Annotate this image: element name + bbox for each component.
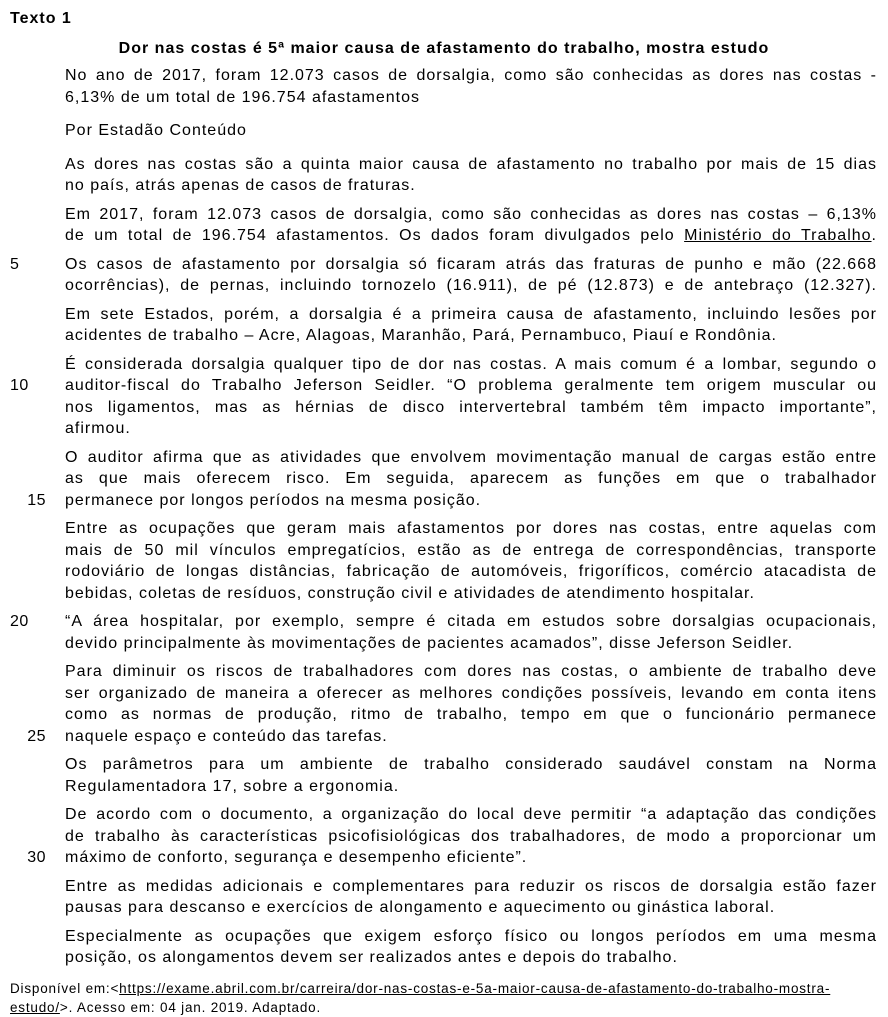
text-segment: ser organizado de maneira a oferecer as melhores condições possíveis, levando em conta itens — [65, 684, 877, 702]
document-label: Texto 1 — [10, 10, 72, 27]
text-segment: como as normas de produção, ritmo de trabalho, tempo em que o funcionário permanece — [65, 706, 877, 723]
text-segment: De acordo com o documento, a organização do local deve permitir “a adaptação das condições — [65, 806, 877, 823]
text-line — [10, 611, 877, 633]
text-line — [65, 826, 877, 848]
byline: Por Estadão Conteúdo — [65, 122, 247, 139]
text-segment: Especialmente as ocupações que exigem esforço físico ou longos períodos em uma mesma — [65, 927, 877, 945]
document-title: Dor nas costas é 5ª maior causa de afastamento do trabalho, mostra estudo — [118, 40, 770, 57]
text-segment: Entre as medidas adicionais e complementares para reduzir os riscos de dorsalgia estão fazer — [65, 877, 877, 895]
text-line — [65, 518, 877, 540]
lead-paragraph — [65, 65, 877, 108]
text-segment: máximo de conforto, segurança e desempenho eficiente”. — [65, 849, 528, 866]
line-number: 20 — [10, 613, 29, 630]
text-line — [65, 661, 877, 683]
text-segment: no país, atrás apenas de casos de fraturas. — [65, 177, 416, 194]
text-line — [65, 304, 877, 326]
text-line — [65, 897, 877, 919]
text-segment: O auditor afirma que as atividades que envolvem movimentação manual de cargas estão entre — [65, 448, 877, 466]
line-number: 10 — [10, 377, 29, 394]
text-segment: pausas para descanso e exercícios de alongamento e aquecimento ou ginástica laboral. — [65, 899, 776, 916]
text-segment: No ano de 2017, foram 12.073 casos de dorsalgia, como são conhecidas as dores nas costas - — [65, 67, 877, 84]
text-segment: nos ligamentos, mas as hérnias de disco intervertebral também têm impacto importante”, — [65, 398, 877, 416]
line-number: 5 — [10, 255, 20, 273]
text-segment: 6,13% de um total de 196.754 afastamentos — [65, 88, 420, 106]
text-line — [65, 704, 877, 726]
text-segment: bebidas, coletas de resíduos, construção civil e atividades de atendimento hospitalar. — [65, 584, 755, 602]
text-segment: devido principalmente às movimentações de pacientes acamados”, disse Jeferson Seidler. — [65, 634, 794, 652]
text-line — [65, 561, 877, 583]
paragraph — [10, 254, 877, 297]
text-line — [65, 154, 877, 176]
text-segment: de trabalho às características psicofisiológicas dos trabalhadores, de modo a proporcionar um — [65, 827, 877, 845]
paragraph — [10, 611, 877, 654]
text-line — [65, 175, 877, 197]
text-line — [65, 468, 877, 490]
text-line — [65, 65, 877, 87]
text-line — [65, 87, 877, 109]
text-segment: “A área hospitalar, por exemplo, sempre é citada em estudos sobre dorsalgias ocupacionais, — [65, 613, 877, 630]
text-segment: Disponível em:< — [10, 980, 120, 996]
document-body — [10, 154, 877, 969]
text-segment: Em 2017, foram 12.073 casos de dorsalgia, como são conhecidas as dores nas costas – 6,13% — [65, 205, 877, 223]
line-number: 30 — [27, 849, 46, 866]
text-line — [65, 947, 877, 969]
text-segment: Para diminuir os riscos de trabalhadores com dores nas costas, o ambiente de trabalho deve — [65, 663, 877, 680]
text-line — [10, 254, 877, 276]
paragraph — [65, 876, 877, 919]
text-segment: permanece por longos períodos na mesma posição. — [65, 491, 482, 509]
text-segment: mais de 50 mil vínculos empregatícios, estão as de entrega de correspondências, transporte — [65, 541, 877, 559]
text-segment: . — [871, 227, 877, 244]
text-line — [65, 683, 877, 705]
text-line — [10, 375, 877, 397]
text-segment: As dores nas costas são a quinta maior causa de afastamento no trabalho por mais de 15 dias — [65, 155, 877, 173]
text-line — [65, 325, 877, 347]
text-line — [65, 583, 877, 605]
text-line — [65, 204, 877, 226]
text-line — [65, 804, 877, 826]
paragraph — [65, 754, 877, 797]
text-line — [65, 633, 877, 655]
source-url-link[interactable]: https://exame.abril.com.br/carreira/dor-nas-costas-e-5a-maior-causa-de-afastamento-do-trabalho-mostra- — [119, 980, 831, 996]
text-line — [65, 275, 877, 297]
text-segment: É considerada dorsalgia qualquer tipo de dor nas costas. A mais comum é a lombar, segundo o — [65, 355, 877, 373]
text-segment: >. Acesso em: 04 jan. 2019. Adaptado. — [59, 999, 322, 1015]
text-line — [27, 847, 877, 869]
text-segment: Regulamentadora 17, sobre a ergonomia. — [65, 777, 400, 795]
text-segment: as que mais oferecem risco. Em seguida, aparecem as funções em que o trabalhador — [65, 470, 877, 487]
paragraph — [27, 447, 877, 512]
text-line — [65, 776, 877, 798]
paragraph — [65, 926, 877, 969]
text-line — [65, 354, 877, 376]
text-line — [10, 998, 878, 1017]
paragraph — [27, 804, 877, 869]
text-segment: ocorrências), de pernas, incluindo tornozelo (16.911), de pé (12.873) e de antebraço (12.327). — [65, 277, 877, 294]
paragraph — [65, 304, 877, 347]
line-number: 15 — [27, 491, 46, 509]
text-segment: afirmou. — [65, 420, 131, 437]
text-segment: posição, os alongamentos devem ser realizados antes e depois do trabalho. — [65, 949, 678, 966]
source-url-link[interactable]: estudo/ — [10, 999, 60, 1015]
ministerio-do-trabalho-link[interactable]: Ministério do Trabalho — [684, 227, 872, 244]
text-segment: acidentes de trabalho – Acre, Alagoas, Maranhão, Pará, Pernambuco, Piauí e Rondônia. — [65, 327, 777, 344]
text-line — [65, 876, 877, 898]
text-segment: naquele espaço e conteúdo das tarefas. — [65, 727, 388, 745]
paragraph — [27, 661, 877, 747]
text-line — [65, 540, 877, 562]
text-segment: Em sete Estados, porém, a dorsalgia é a primeira causa de afastamento, incluindo lesões por — [65, 305, 877, 323]
line-number: 25 — [27, 727, 46, 745]
text-segment: Entre as ocupações que geram mais afastamentos por dores nas costas, entre aquelas com — [65, 520, 877, 537]
text-line — [65, 225, 877, 247]
text-line — [27, 726, 877, 748]
text-line — [10, 979, 878, 998]
text-line — [65, 926, 877, 948]
text-line — [65, 447, 877, 469]
text-line — [65, 418, 877, 440]
paragraph — [65, 518, 877, 604]
paragraph — [10, 354, 877, 440]
text-segment: rodoviário de longas distâncias, fabricação de automóveis, frigoríficos, comércio atacadista de — [65, 563, 877, 580]
text-line — [27, 490, 877, 512]
text-segment: de um total de 196.754 afastamentos. Os dados foram divulgados pelo — [65, 227, 685, 244]
text-line — [65, 754, 877, 776]
text-segment: auditor-fiscal do Trabalho Jeferson Seidler. “O problema geralmente tem origem muscular ou — [65, 377, 877, 394]
text-line — [65, 397, 877, 419]
source-note — [10, 979, 878, 1017]
paragraph — [65, 154, 877, 197]
text-segment: Os parâmetros para um ambiente de trabalho considerado saudável constam na Norma — [65, 756, 877, 773]
text-segment: Os casos de afastamento por dorsalgia só ficaram atrás das fraturas de punho e mão (22.668 — [65, 255, 877, 273]
paragraph — [65, 204, 877, 247]
